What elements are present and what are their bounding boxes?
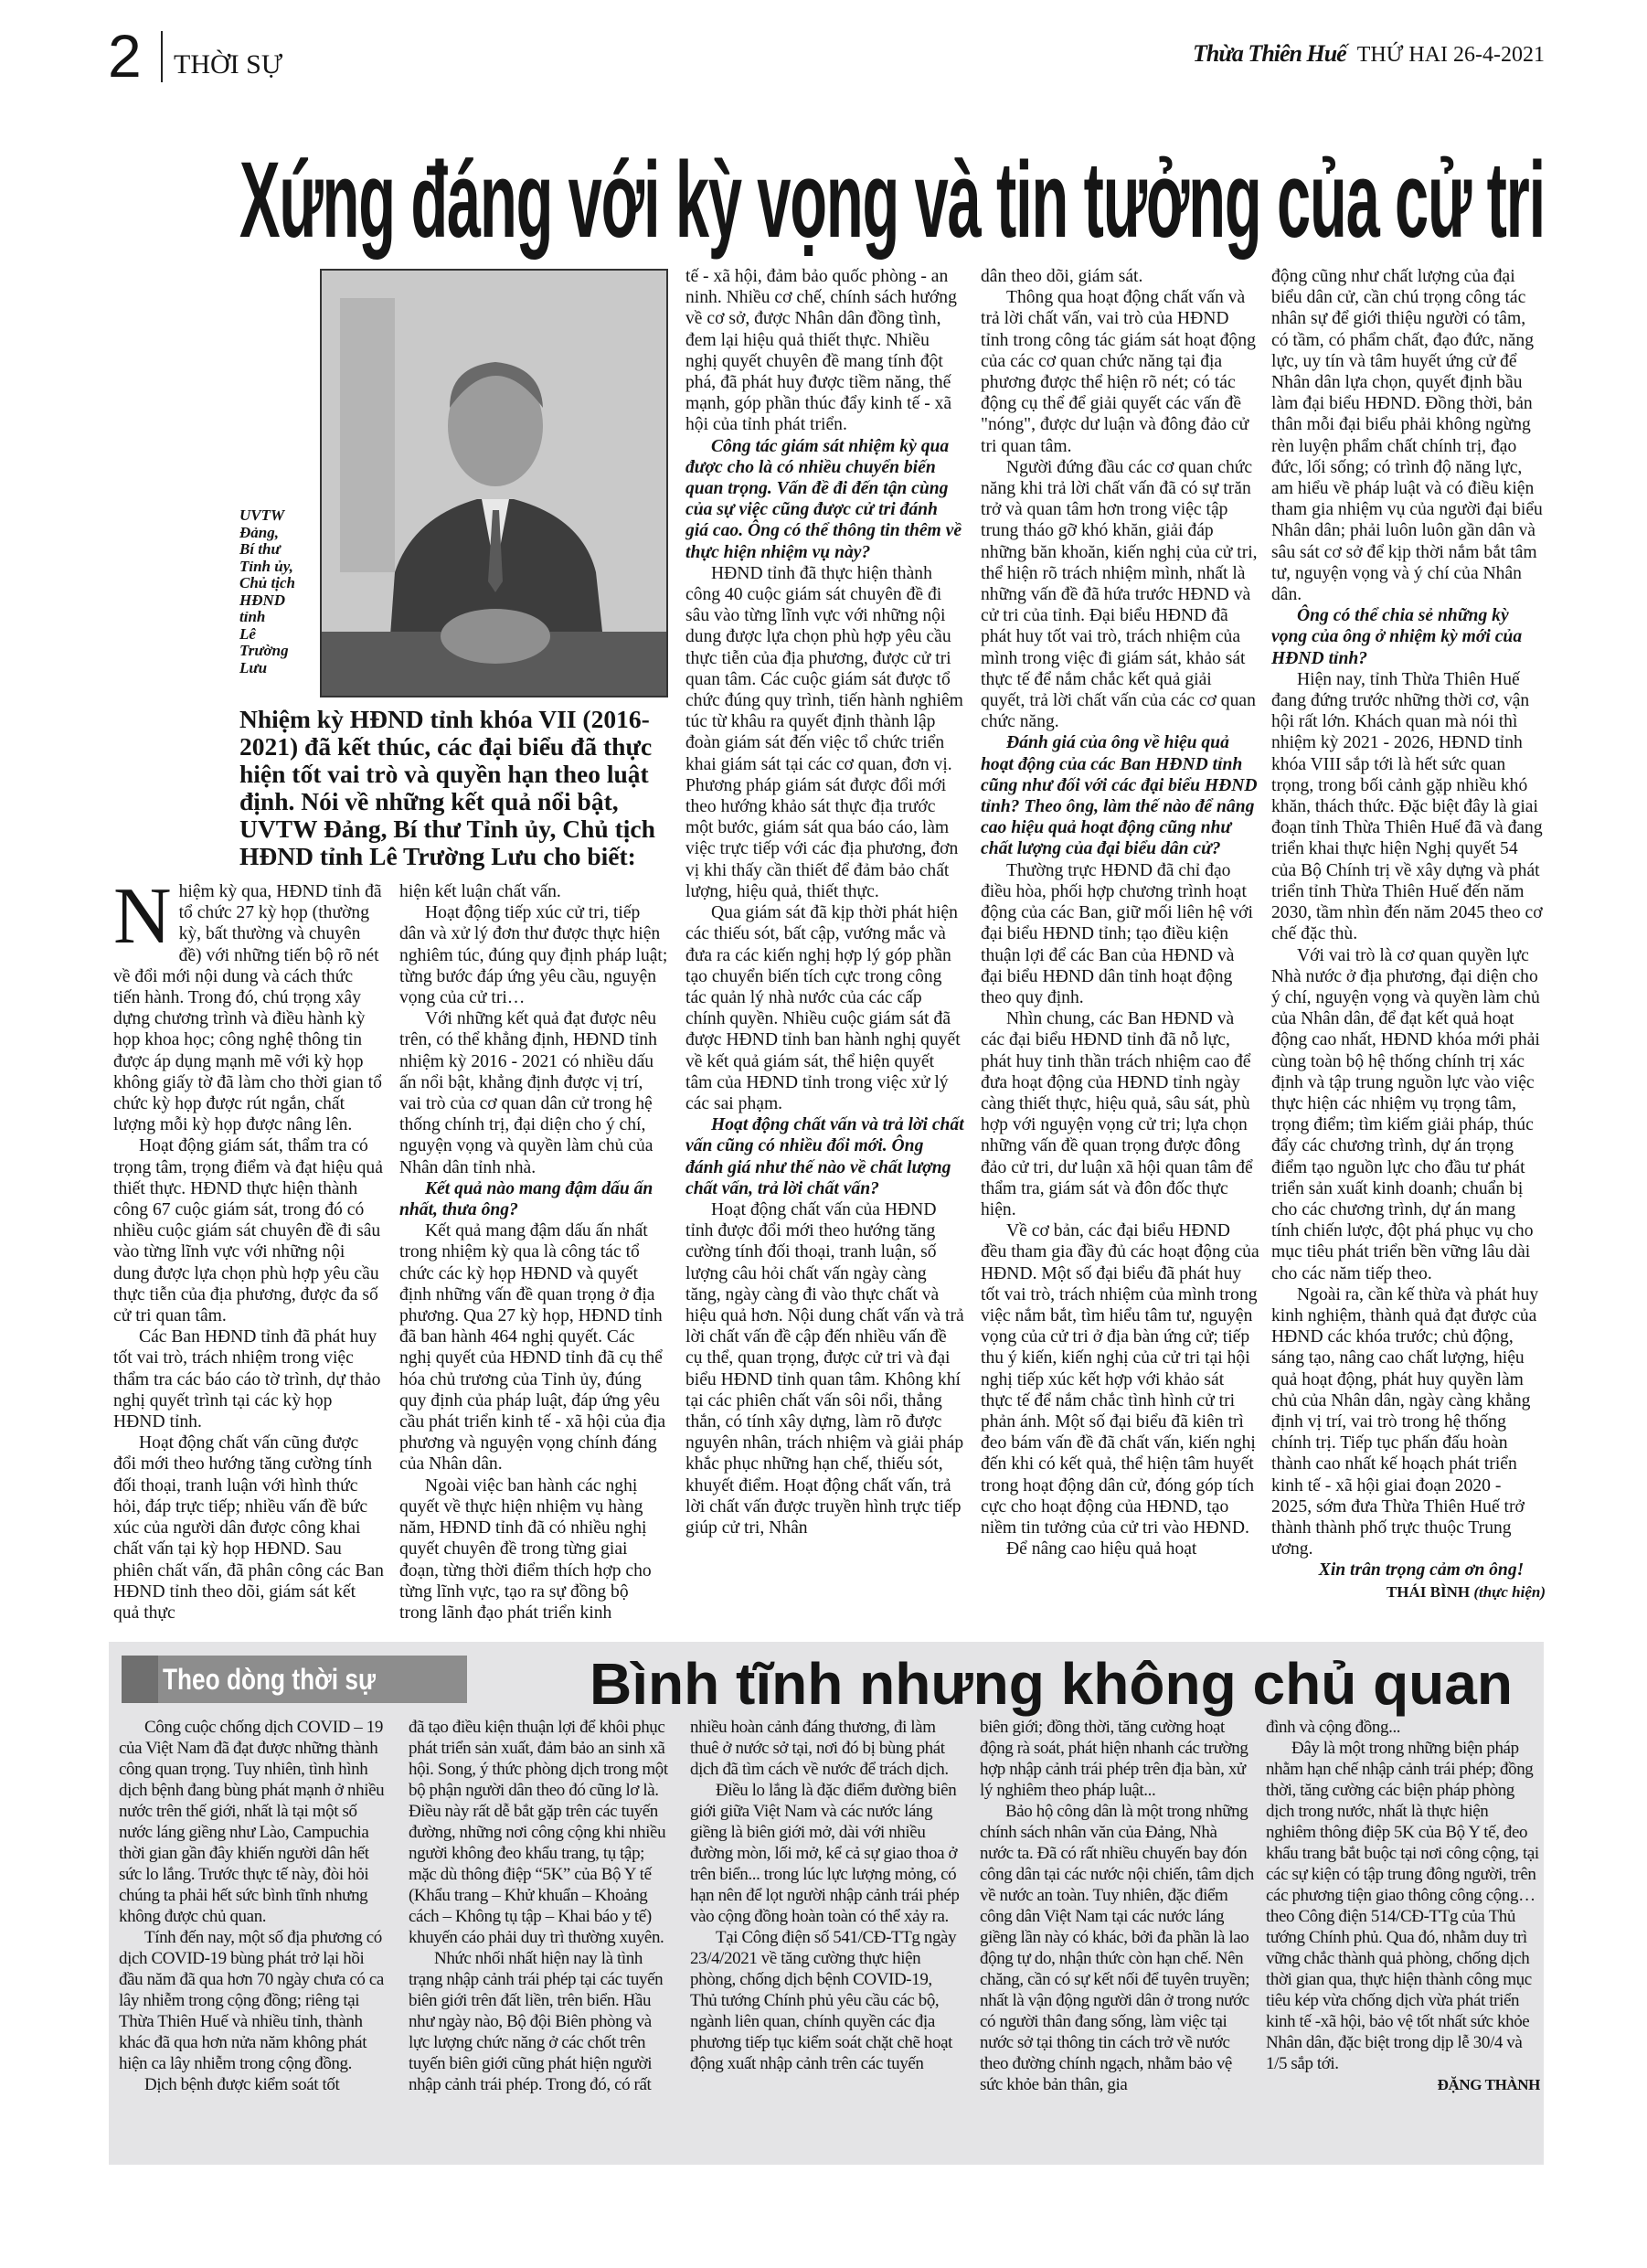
editorial-column-4: [980, 1717, 1254, 2163]
paragraph: đã tạo điều kiện thuận lợi để khôi phục phát triển sản xuất, đảm bảo an sinh xã hội. Song, ý thức phòng dịch trong một bộ phận người dân theo đó cũng lơ là. Điều này rất dễ bắt gặp trên các tuyến đường, những nơi công cộng khi nhiều người không đeo khẩu trang, tụ tập; mặc dù thông điệp “5K” của Bộ Y tế (Khẩu trang – Khử khuẩn – Khoảng cách – Không tụ tập – Khai báo y tế) khuyến cáo phải duy trì thường xuyên.: [409, 1718, 668, 1947]
first-paragraph: [113, 881, 384, 1135]
paragraph: Để nâng cao hiệu quả hoạt: [1006, 1539, 1197, 1560]
closing-line: Xin trân trọng cảm ơn ông!: [1318, 1560, 1525, 1581]
paragraph: Nhức nhối nhất hiện nay là tình trạng nhập cảnh trái phép tại các tuyến biên giới trên đất liền, trên biển. Hầu như ngày nào, Bộ đội Biên phòng và lực lượng chức năng ở các chốt trên tuyến biên giới cũng phát hiện người nhập cảnh trái phép. Trong đó, có rất: [409, 1949, 664, 2094]
paragraph: Thường trực HĐND đã chỉ đạo điều hòa, phối hợp chương trình hoạt động của các Ban, giữ mối liên hệ với đại biểu HĐND tỉnh; tạo điều kiện thuận lợi để các Ban của HĐND và đại biểu HĐND dân tỉnh hoạt động theo quy định.: [981, 860, 1253, 1007]
article-lead: Nhiệm kỳ HĐND tỉnh khóa VII (2016-2021) đã kết thúc, các đại biểu đã thực hiện tốt vai trò và quyền hạn theo luật định. Nói về những kết quả nổi bật, UVTW Đảng, Bí thư Tỉnh ủy, Chủ tịch HĐND tỉnh Lê Trường Lưu cho biết:: [239, 705, 655, 870]
paragraph: Về cơ bản, các đại biểu HĐND đều tham gia đầy đủ các hoạt động của HĐND. Một số đại biểu đã phát huy tốt vai trò, trách nhiệm của mình trong việc nắm bắt, tìm hiểu tâm tư, nguyện vọng của cử tri ở địa bàn ứng cử; tiếp thu ý kiến, kiến nghị của cử tri tại hội nghị tiếp xúc kết hợp với khảo sát thực tế để nắm chắc tình hình cử tri phản ánh. Một số đại biểu đã kiên trì đeo bám vấn đề đã chất vấn, kiến nghị đến khi có kết quả, thể hiện tâm huyết trong hoạt động dân cử, đóng góp tích cực cho hoạt động của HĐND, tạo niềm tin tưởng của cử tri vào HĐND.: [981, 1221, 1259, 1538]
paragraph: động cũng như chất lượng của đại biểu dân cử, cần chú trọng công tác nhân sự để giới thiệu người có tâm, có tầm, có phẩm chất, đạo đức, năng lực, uy tín và tâm huyết ứng cử để Nhân dân lựa chọn, quyết định bầu làm đại biểu HĐND. Đồng thời, bản thân mỗi đại biểu phải không ngừng rèn luyện phẩm chất chính trị, đạo đức, lối sống; có trình độ năng lực, am hiểu về pháp luật và có điều kiện tham gia nhiệm vụ của người đại biểu Nhân dân; phải luôn luôn gần dân và sâu sát cơ sở để kịp thời nắm bắt tâm tư, nguyện vọng và ý chí của Nhân dân.: [1271, 267, 1543, 605]
newspaper-name: Thừa Thiên Huế: [1193, 40, 1346, 67]
paragraph: Qua giám sát đã kịp thời phát hiện các thiếu sót, bất cập, vướng mắc và đưa ra các kiến nghị hợp lý góp phần tạo chuyển biến tích cực trong công tác quản lý nhà nước của các cấp chính quyền. Nhiều cuộc giám sát đã được HĐND tỉnh ban hành nghị quyết về kết quả giám sát, thể hiện quyết tâm của HĐND tỉnh trong việc xử lý các sai phạm.: [685, 903, 961, 1113]
portrait-image: [322, 271, 668, 697]
byline-note: (thực hiện): [1473, 1582, 1546, 1601]
photo-caption: UVTW Đảng, Bí thư Tỉnh ủy, Chủ tịch HĐND tỉnh Lê Trường Lưu: [239, 506, 295, 676]
paragraph: Thông qua hoạt động chất vấn và trả lời chất vấn, vai trò của HĐND tỉnh trong công tác giám sát hoạt động của các cơ quan chức năng tại địa phương được thể hiện rõ nét; có tác động cụ thể để giải quyết các vấn đề "nóng", được dư luận và đông đảo cử tri quan tâm.: [981, 288, 1256, 456]
section-name: THỜI SỰ: [174, 49, 283, 80]
page-number: 2: [108, 22, 142, 90]
paragraph: Đây là một trong những biện pháp nhằm hạn chế nhập cảnh trái phép; đồng thời, tăng cường các biện pháp phòng dịch trong nước, nhất là thực hiện nghiêm thông điệp 5K của Bộ Y tế, đeo khẩu trang bắt buộc tại nơi công cộng, tại các sự kiện có tập trung đông người, trên các phương tiện giao thông công cộng… theo Công điện 514/CĐ-TTg của Thủ tướng Chính phủ. Qua đó, nhằm duy trì vững chắc thành quả phòng, chống dịch thời gian qua, thực hiện thành công mục tiêu kép vừa chống dịch vừa phát triển kinh tế -xã hội, bảo vệ tốt nhất sức khỏe Nhân dân, đặc biệt trong dịp lễ 30/4 và 1/5 sắp tới.: [1266, 1739, 1539, 2073]
paragraph: đình và cộng đồng...: [1266, 1718, 1401, 1737]
interview-question: Ông có thể chia sẻ những kỳ vọng của ông ở nhiệm kỳ mới của HĐND tỉnh?: [1271, 606, 1523, 668]
paragraph: Bảo hộ công dân là một trong những chính sách nhân văn của Đảng, Nhà nước ta. Đã có rất nhiều chuyến bay đón công dân tại các nước nội chiến, tâm dịch về nước an toàn. Tuy nhiên, đặc điểm công dân Việt Nam tại các nước láng giềng lần này có khác, bởi đa phần là lao động tự do, nhận thức còn hạn chế. Nên chăng, cần có sự kết nối để tuyên truyền; nhất là vận động người dân ở trong nước có người thân đang sống, làm việc tại nước sở tại thông tin cách trở về nước theo đường chính ngạch, nhằm bảo vệ sức khỏe bản thân, gia: [980, 1802, 1254, 2094]
paragraph: Tại Công điện số 541/CĐ-TTg ngày 23/4/2021 về tăng cường thực hiện phòng, chống dịch bệnh COVID-19, Thủ tướng Chính phủ yêu cầu các bộ, ngành liên quan, chính quyền các địa phương tiếp tục kiểm soát chặt chẽ hoạt động xuất nhập cảnh trên các tuyến: [690, 1928, 957, 2073]
interview-question: Đánh giá của ông về hiệu quả hoạt động của các Ban HĐND tỉnh cũng như đối với các đại biểu HĐND tỉnh? Theo ông, làm thế nào để nâng cao hiệu quả hoạt động cũng như chất lượng của đại biểu dân cử?: [981, 733, 1258, 859]
byline: [1271, 1581, 1546, 1603]
paragraph: Ngoài ra, cần kế thừa và phát huy kinh nghiệm, thành quả đạt được của HĐND các khóa trước; chủ động, sáng tạo, nâng cao chất lượng, hiệu quả hoạt động, phát huy quyền làm chủ của Nhân dân, ngày càng khẳng định vị trí, vai trò trong hệ thống chính trị. Tiếp tục phấn đấu hoàn thành cao nhất kế hoạch phát triển kinh tế - xã hội giai đoạn 2020 - 2025, sớm đưa Thừa Thiên Huế trở thành thành phố trực thuộc Trung ương.: [1271, 1284, 1539, 1560]
paragraph: HĐND tỉnh đã thực hiện thành công 40 cuộc giám sát chuyên đề đi sâu vào từng lĩnh vực với những nội dung được lựa chọn phù hợp yêu cầu thực tiễn của địa phương, được cử tri quan tâm. Các cuộc giám sát được tổ chức đúng quy trình, tiến hành nghiêm túc từ khâu ra quyết định thành lập đoàn giám sát đến việc tổ chức triển khai giám sát tại các cơ quan, đơn vị. Phương pháp giám sát được đổi mới theo hướng khảo sát thực địa trước một bước, giám sát qua báo cáo, làm việc trực tiếp với các địa phương, đơn vị khi thấy cần thiết để đảm bảo chất lượng, hiệu quả, thiết thực.: [685, 563, 963, 901]
article-column-2: [399, 881, 669, 1623]
interview-question: Công tác giám sát nhiệm kỳ qua được cho là có nhiều chuyển biến quan trọng. Vấn đề đi đến tận cùng của sự việc cũng được cử tri đánh giá cao. Ông có thể thông tin thêm về thực hiện nhiệm vụ này?: [685, 436, 962, 562]
article-column-5: [1271, 266, 1546, 1623]
headline-container: [239, 140, 1546, 261]
byline: ĐẶNG THÀNH: [1437, 2076, 1540, 2093]
byline-name: THÁI BÌNH: [1386, 1582, 1471, 1601]
editorial-column-5: [1266, 1717, 1540, 2163]
paragraph: Hoạt động chất vấn cũng được đổi mới theo hướng tăng cường tính đối thoại, tranh luận với hình thức hỏi, đáp trực tiếp; nhiều vấn đề bức xúc của người dân được công khai chất vấn tại kỳ họp HĐND. Sau phiên chất vấn, đã phân công các Ban HĐND tỉnh theo dõi, giám sát kết quả thực: [113, 1433, 384, 1623]
interview-question: Kết quả nào mang đậm dấu ấn nhất, thưa ông?: [399, 1178, 653, 1220]
column-label-strip: [122, 1656, 158, 1703]
paragraph: Hiện nay, tỉnh Thừa Thiên Huế đang đứng trước những thời cơ, vận hội rất lớn. Khách quan mà nói thì nhiệm kỳ 2021 - 2026, HĐND tỉnh khóa VIII sắp tới là hết sức quan trọng, trong bối cảnh gặp nhiều khó khăn, thách thức. Đặc biệt đây là giai đoạn tỉnh Thừa Thiên Huế đã và đang triển khai thực hiện Nghị quyết 54 của Bộ Chính trị về xây dựng và phát triển tỉnh Thừa Thiên Huế đến năm 2030, tầm nhìn đến năm 2045 theo cơ chế đặc thù.: [1271, 669, 1543, 944]
paragraph: nhiều hoàn cảnh đáng thương, đi làm thuê ở nước sở tại, nơi đó bị bùng phát dịch đã tìm cách về nước để trách dịch.: [690, 1718, 949, 1779]
paragraph: hiện kết luận chất vấn.: [399, 882, 561, 901]
issue-date: THỨ HAI 26-4-2021: [1356, 43, 1545, 67]
paragraph: Nhìn chung, các Ban HĐND và các đại biểu HĐND tỉnh đã nỗ lực, phát huy tinh thần trách nhiệm cao để đưa hoạt động của HĐND tỉnh ngày càng thiết thực, hiệu quả, sâu sát, phù hợp với nguyện vọng cử tri; lựa chọn những vấn đề quan trọng được đông đảo cử tri, dư luận xã hội quan tâm để thẩm tra, giám sát và đôn đốc thực hiện.: [981, 1009, 1253, 1219]
portrait-photo: [320, 269, 668, 697]
paragraph: Công cuộc chống dịch COVID – 19 của Việt Nam đã đạt được những thành công quan trọng. Tuy nhiên, tình hình dịch bệnh đang bùng phát mạnh ở nhiều nước trên thế giới, nhất là tại một số nước láng giềng như Lào, Campuchia thời gian gần đây khiến người dân hết sức lo lắng. Trước thực tế này, đòi hỏi chúng ta phải hết sức bình tĩnh nhưng không được chủ quan.: [119, 1718, 385, 1926]
editorial-column-2: [409, 1717, 675, 2163]
paragraph: Với vai trò là cơ quan quyền lực Nhà nước ở địa phương, đại diện cho ý chí, nguyện vọng và quyền làm chủ của Nhân dân, để đạt kết quả hoạt động cao nhất, HĐND khóa mới phải cùng toàn bộ hệ thống chính trị xác định và tập trung nguồn lực vào việc thực hiện các nhiệm vụ trọng tâm, trọng điểm; tìm kiếm giải pháp, thúc đẩy các chương trình, dự án trọng điểm tạo nguồn lực cho đầu tư phát triển sản xuất kinh doanh; chuẩn bị cho các chương trình, dự án mang tính chiến lược, đột phá phục vụ cho mục tiêu phát triển bền vững lâu dài cho các năm tiếp theo.: [1271, 945, 1540, 1283]
paragraph: dân theo dõi, giám sát.: [981, 267, 1143, 286]
header-divider: [161, 31, 163, 82]
paragraph: biên giới; đồng thời, tăng cường hoạt động rà soát, phát hiện nhanh các trường hợp nhập cảnh trái phép trên địa bàn, xử lý nghiêm theo pháp luật...: [980, 1718, 1249, 1800]
paragraph: Dịch bệnh được kiểm soát tốt: [144, 2075, 340, 2094]
paragraph: tế - xã hội, đảm bảo quốc phòng - an ninh. Nhiều cơ chế, chính sách hướng về cơ sở, được Nhân dân đồng tình, đem lại hiệu quả thiết thực. Nhiều nghị quyết chuyên đề mang tính đột phá, đã phát huy được tiềm năng, thế mạnh, góp phần thúc đẩy kinh tế - xã hội của tỉnh phát triển.: [685, 267, 957, 435]
first-paragraph-text: hiệm kỳ qua, HĐND tỉnh đã tổ chức 27 kỳ họp (thường kỳ, bất thường và chuyên đề) với những tiến bộ rõ nét về đổi mới nội dung và cách thức tiến hành. Trong đó, chú trọng xây dựng chương trình và điều hành kỳ họp khoa học; công nghệ thông tin được áp dụng mạnh mẽ với kỳ họp không giấy tờ đã làm cho thời gian tổ chức kỳ họp được rút ngắn, chất lượng mỗi kỳ họp được nâng lên.: [113, 882, 382, 1135]
paragraph: Các Ban HĐND tỉnh đã phát huy tốt vai trò, trách nhiệm trong việc thẩm tra các báo cáo tờ trình, dự thảo nghị quyết trình tại các kỳ họp HĐND tỉnh.: [113, 1327, 381, 1432]
article-column-4: [981, 266, 1259, 1623]
column-label: Theo dòng thời sự: [163, 1663, 376, 1696]
paragraph: Điều lo lắng là đặc điểm đường biên giới giữa Việt Nam và các nước láng giềng là biên giới mở, dài với nhiều đường mòn, lối mở, kể cả sự giao thoa ở trên biển... trong lúc lực lượng mỏng, có hạn nên để lọt người nhập cảnh trái phép vào cộng đồng hoàn toàn có thể xảy ra.: [690, 1781, 960, 1926]
paragraph: Ngoài việc ban hành các nghị quyết về thực hiện nhiệm vụ hàng năm, HĐND tỉnh đã có nhiều nghị quyết chuyên đề trong từng giai đoạn, từng thời điểm thích hợp cho từng lĩnh vực, tạo ra sự đồng bộ trong lãnh đạo phát triển kinh: [399, 1475, 652, 1623]
editorial-column-3: [690, 1717, 960, 2163]
article-column-1: [113, 881, 384, 1623]
paragraph: Kết quả mang đậm dấu ấn nhất trong nhiệm kỳ qua là công tác tổ chức các kỳ họp HĐND và quyết định những vấn đề quan trọng ở địa phương. Qua 27 kỳ họp, HĐND tỉnh đã ban hành 464 nghị quyết. Các nghị quyết của HĐND tỉnh đã cụ thể hóa chủ trương của Tỉnh ủy, đúng quy định của pháp luật, đáp ứng yêu cầu phát triển kinh tế - xã hội của địa phương và nguyện vọng chính đáng của Nhân dân.: [399, 1221, 666, 1475]
paragraph: Tính đến nay, một số địa phương có dịch COVID-19 bùng phát trở lại hồi đầu năm đã qua hơn 70 ngày chưa có ca lây nhiễm trong cộng đồng; riêng tại Thừa Thiên Huế và nhiều tỉnh, thành khác đã qua hơn nửa năm không phát hiện ca lây nhiễm trong cộng đồng.: [119, 1928, 384, 2073]
article-column-3: [685, 266, 964, 1623]
interview-question: Hoạt động chất vấn và trả lời chất vấn cũng có nhiều đổi mới. Ông đánh giá như thế nào về chất lượng chất vấn, trả lời chất vấn?: [685, 1115, 964, 1198]
editorial-headline: Bình tĩnh nhưng không chủ quan: [590, 1651, 1513, 1717]
article-headline: Xứng đáng với kỳ vọng và tin tưởng của cử tri: [239, 140, 1545, 261]
paragraph: Hoạt động chất vấn của HĐND tỉnh được đổi mới theo hướng tăng cường tính đối thoại, tranh luận, số lượng câu hỏi chất vấn ngày càng tăng, ngày càng đi vào thực chất và hiệu quả hơn. Nội dung chất vấn và trả lời chất vấn đề cập đến nhiều vấn đề cụ thể, quan trọng, được cử tri và đại biểu HĐND tỉnh quan tâm. Không khí tại các phiên chất vấn sôi nổi, thẳng thắn, có tính xây dựng, làm rõ được nguyên nhân, trách nhiệm và giải pháp khắc phục những hạn chế, thiếu sót, khuyết điểm. Hoạt động chất vấn, trả lời chất vấn được truyền hình trực tiếp giúp cử tri, Nhân: [685, 1199, 964, 1538]
editorial-column-1: [119, 1717, 388, 2163]
paragraph: Hoạt động giám sát, thẩm tra có trọng tâm, trọng điểm và đạt hiệu quả thiết thực. HĐND thực hiện thành công 67 cuộc giám sát, trong đó có nhiều cuộc giám sát chuyên đề đi sâu vào từng lĩnh vực với những nội dung được lựa chọn phù hợp yêu cầu thực tiễn của địa phương, được đa số cử tri quan tâm.: [113, 1136, 383, 1326]
drop-cap: N: [113, 881, 172, 961]
editorial-headline-container: [590, 1651, 1513, 1717]
masthead-right: [1193, 40, 1545, 68]
paragraph: Với những kết quả đạt được nêu trên, có thể khẳng định, HĐND tỉnh nhiệm kỳ 2016 - 2021 có nhiều dấu ấn nổi bật, khẳng định được vị trí, vai trò của cơ quan dân cử trong hệ thống chính trị, đại diện cho ý chí, nguyện vọng và quyền làm chủ của Nhân dân tỉnh nhà.: [399, 1009, 657, 1177]
paragraph: Người đứng đầu các cơ quan chức năng khi trả lời chất vấn đã có sự trăn trở và quan tâm hơn trong việc tập trung tháo gỡ khó khăn, giải đáp những băn khoăn, kiến nghị của cử tri, thể hiện rõ trách nhiệm mình, nhất là những vấn đề đã hứa trước HĐND và cử tri của tỉnh. Đại biểu HĐND đã phát huy tốt vai trò, trách nhiệm của mình trong việc đi giám sát, khảo sát thực tế để nắm chắc kết quả giải quyết, trả lời chất vấn của các cơ quan chức năng.: [981, 457, 1258, 732]
paragraph: Hoạt động tiếp xúc cử tri, tiếp dân và xử lý đơn thư được thực hiện nghiêm túc, đúng quy định pháp luật; từng bước đáp ứng yêu cầu, nguyện vọng của cử tri…: [399, 903, 668, 1008]
